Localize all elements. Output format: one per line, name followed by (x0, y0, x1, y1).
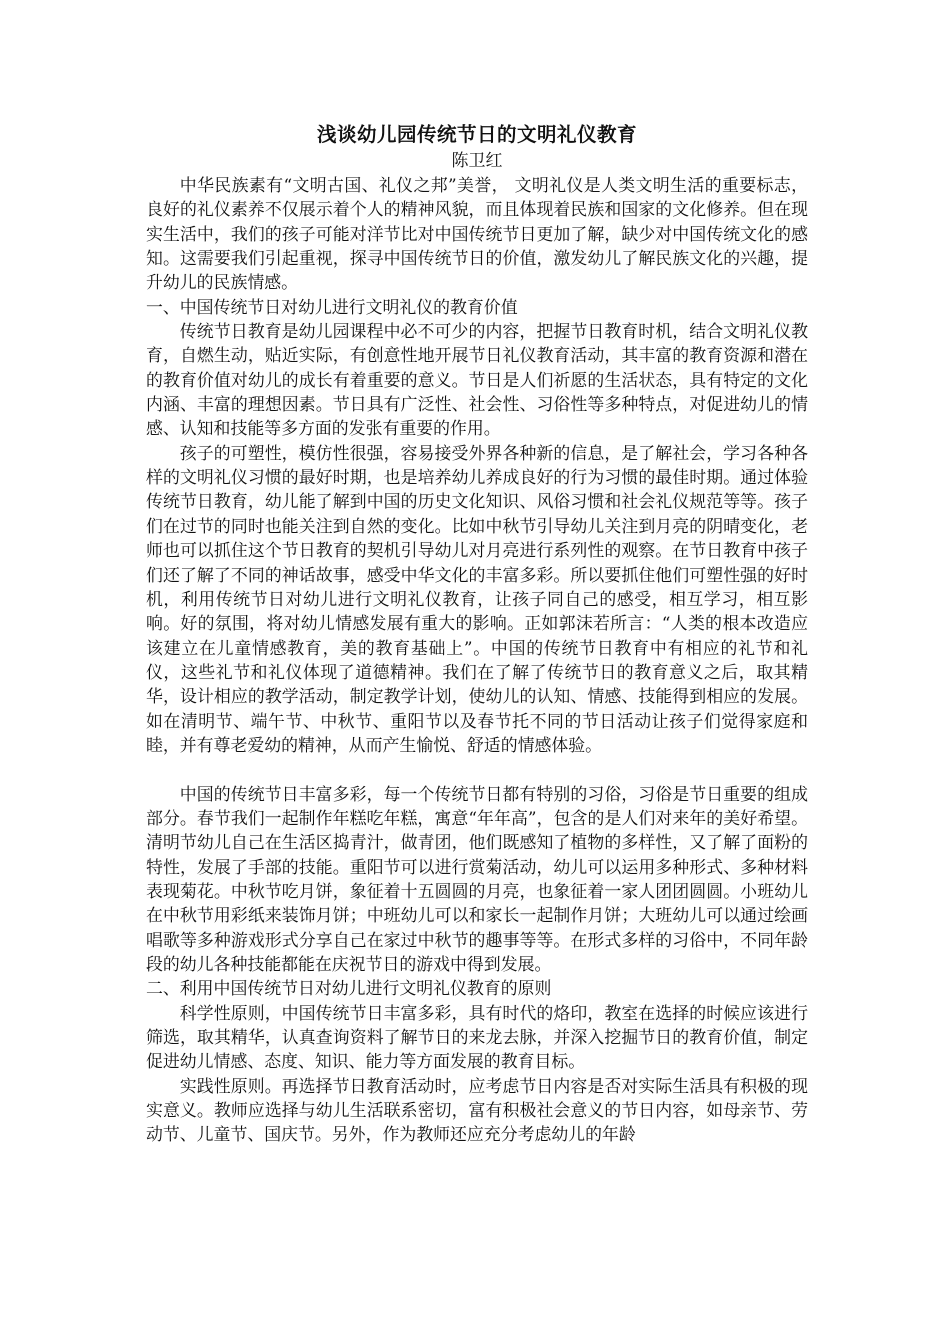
section-1-paragraph-3: 中国的传统节日丰富多彩，每一个传统节日都有特别的习俗，习俗是节日重要的组成部分。春节我们一起制作年糕吃年糕，寓意“年年高”，包含的是人们对来年的美好希望。清明节幼儿自己在生活区捣青汁，做青团，他们既感知了植物的多样性，又了解了面粉的特性，发展了手部的技能。重阳节可以进行赏菊活动，幼儿可以运用多种形式、多种材料表现菊花。中秋节吃月饼，象征着十五圆圆的月亮，也象征着一家人团团圆圆。小班幼儿在中秋节用彩纸来装饰月饼；中班幼儿可以和家长一起制作月饼；大班幼儿可以通过绘画唱歌等多种游戏形式分享自己在家过中秋节的趣事等等。在形式多样的习俗中，不同年龄段的幼儿各种技能都能在庆祝节日的游戏中得到发展。 (146, 783, 808, 974)
section-1-heading: 一、中国传统节日对幼儿进行文明礼仪的教育价值 (146, 296, 518, 317)
section-2-paragraph-2: 实践性原则。再选择节日教育活动时，应考虑节日内容是否对实际生活具有积极的现实意义。教师应选择与幼儿生活联系密切，富有积极社会意义的节日内容，如母亲节、劳动节、儿童节、国庆节。另外，作为教师还应充分考虑幼儿的年龄 (146, 1075, 808, 1145)
section-2-heading: 二、利用中国传统节日对幼儿进行文明礼仪教育的原则 (146, 978, 552, 999)
intro-paragraph: 中华民族素有“文明古国、礼仪之邦”美誉， 文明礼仪是人类文明生活的重要标志，良好的礼仪素养不仅展示着个人的精神风貌，而且体现着民族和国家的文化修养。但在现实生活中，我们的孩子可能对洋节比对中国传统节日更加了解，缺少对中国传统文化的感知。这需要我们引起重视，探寻中国传统节日的价值，激发幼儿了解民族文化的兴趣，提升幼儿的民族情感。 (146, 175, 808, 293)
document-body (146, 121, 808, 1147)
document-title: 浅谈幼儿园传统节日的文明礼仪教育 (316, 123, 637, 146)
paragraph-gap (146, 757, 808, 781)
section-1-paragraph-1: 传统节日教育是幼儿园课程中必不可少的内容，把握节日教育时机，结合文明礼仪教育，自燃生动，贴近实际，有创意性地开展节日礼仪教育活动，其丰富的教育资源和潜在的教育价值对幼儿的成长有着重要的意义。节日是人们祈愿的生活状态，具有特定的文化内涵、丰富的理想因素。节日具有广泛性、社会性、习俗性等多种特点，对促进幼儿的情感、认知和技能等多方面的发张有重要的作用。 (146, 321, 808, 439)
section-1-paragraph-2: 孩子的可塑性，模仿性很强，容易接受外界各种新的信息，是了解社会，学习各种各样的文明礼仪习惯的最好时期，也是培养幼儿养成良好的行为习惯的最佳时期。通过体验传统节日教育，幼儿能了解到中国的历史文化知识、风俗习惯和社会礼仪规范等等。孩子们在过节的同时也能关注到自然的变化。比如中秋节引导幼儿关注到月亮的阴晴变化，老师也可以抓住这个节日教育的契机引导幼儿对月亮进行系列性的观察。在节日教育中孩子们还了解了不同的神话故事，感受中华文化的丰富多彩。所以要抓住他们可塑性强的好时机，利用传统节日对幼儿进行文明礼仪教育，让孩子同自己的感受，相互学习，相互影响。好的氛围，将对幼儿情感发展有重大的影响。正如郭沫若所言：“人类的根本改造应该建立在儿童情感教育，美的教育基础上”。中国的传统节日教育中有相应的礼节和礼仪，这些礼节和礼仪体现了道德精神。我们在了解了传统节日的教育意义之后，取其精华，设计相应的教学活动，制定教学计划，使幼儿的认知、情感、技能得到相应的发展。如在清明节、端午节、中秋节、重阳节以及春节托不同的节日活动让孩子们觉得家庭和睦，并有尊老爱幼的精神，从而产生愉悦、舒适的情感体验。 (146, 442, 808, 755)
section-2-paragraph-1: 科学性原则，中国传统节日丰富多彩，具有时代的烙印，教室在选择的时候应该进行筛选，取其精华，认真查询资料了解节日的来龙去脉，并深入挖掘节日的教育价值，制定促进幼儿情感、态度、知识、能力等方面发展的教育目标。 (146, 1002, 808, 1072)
document-author: 陈卫红 (451, 151, 503, 171)
